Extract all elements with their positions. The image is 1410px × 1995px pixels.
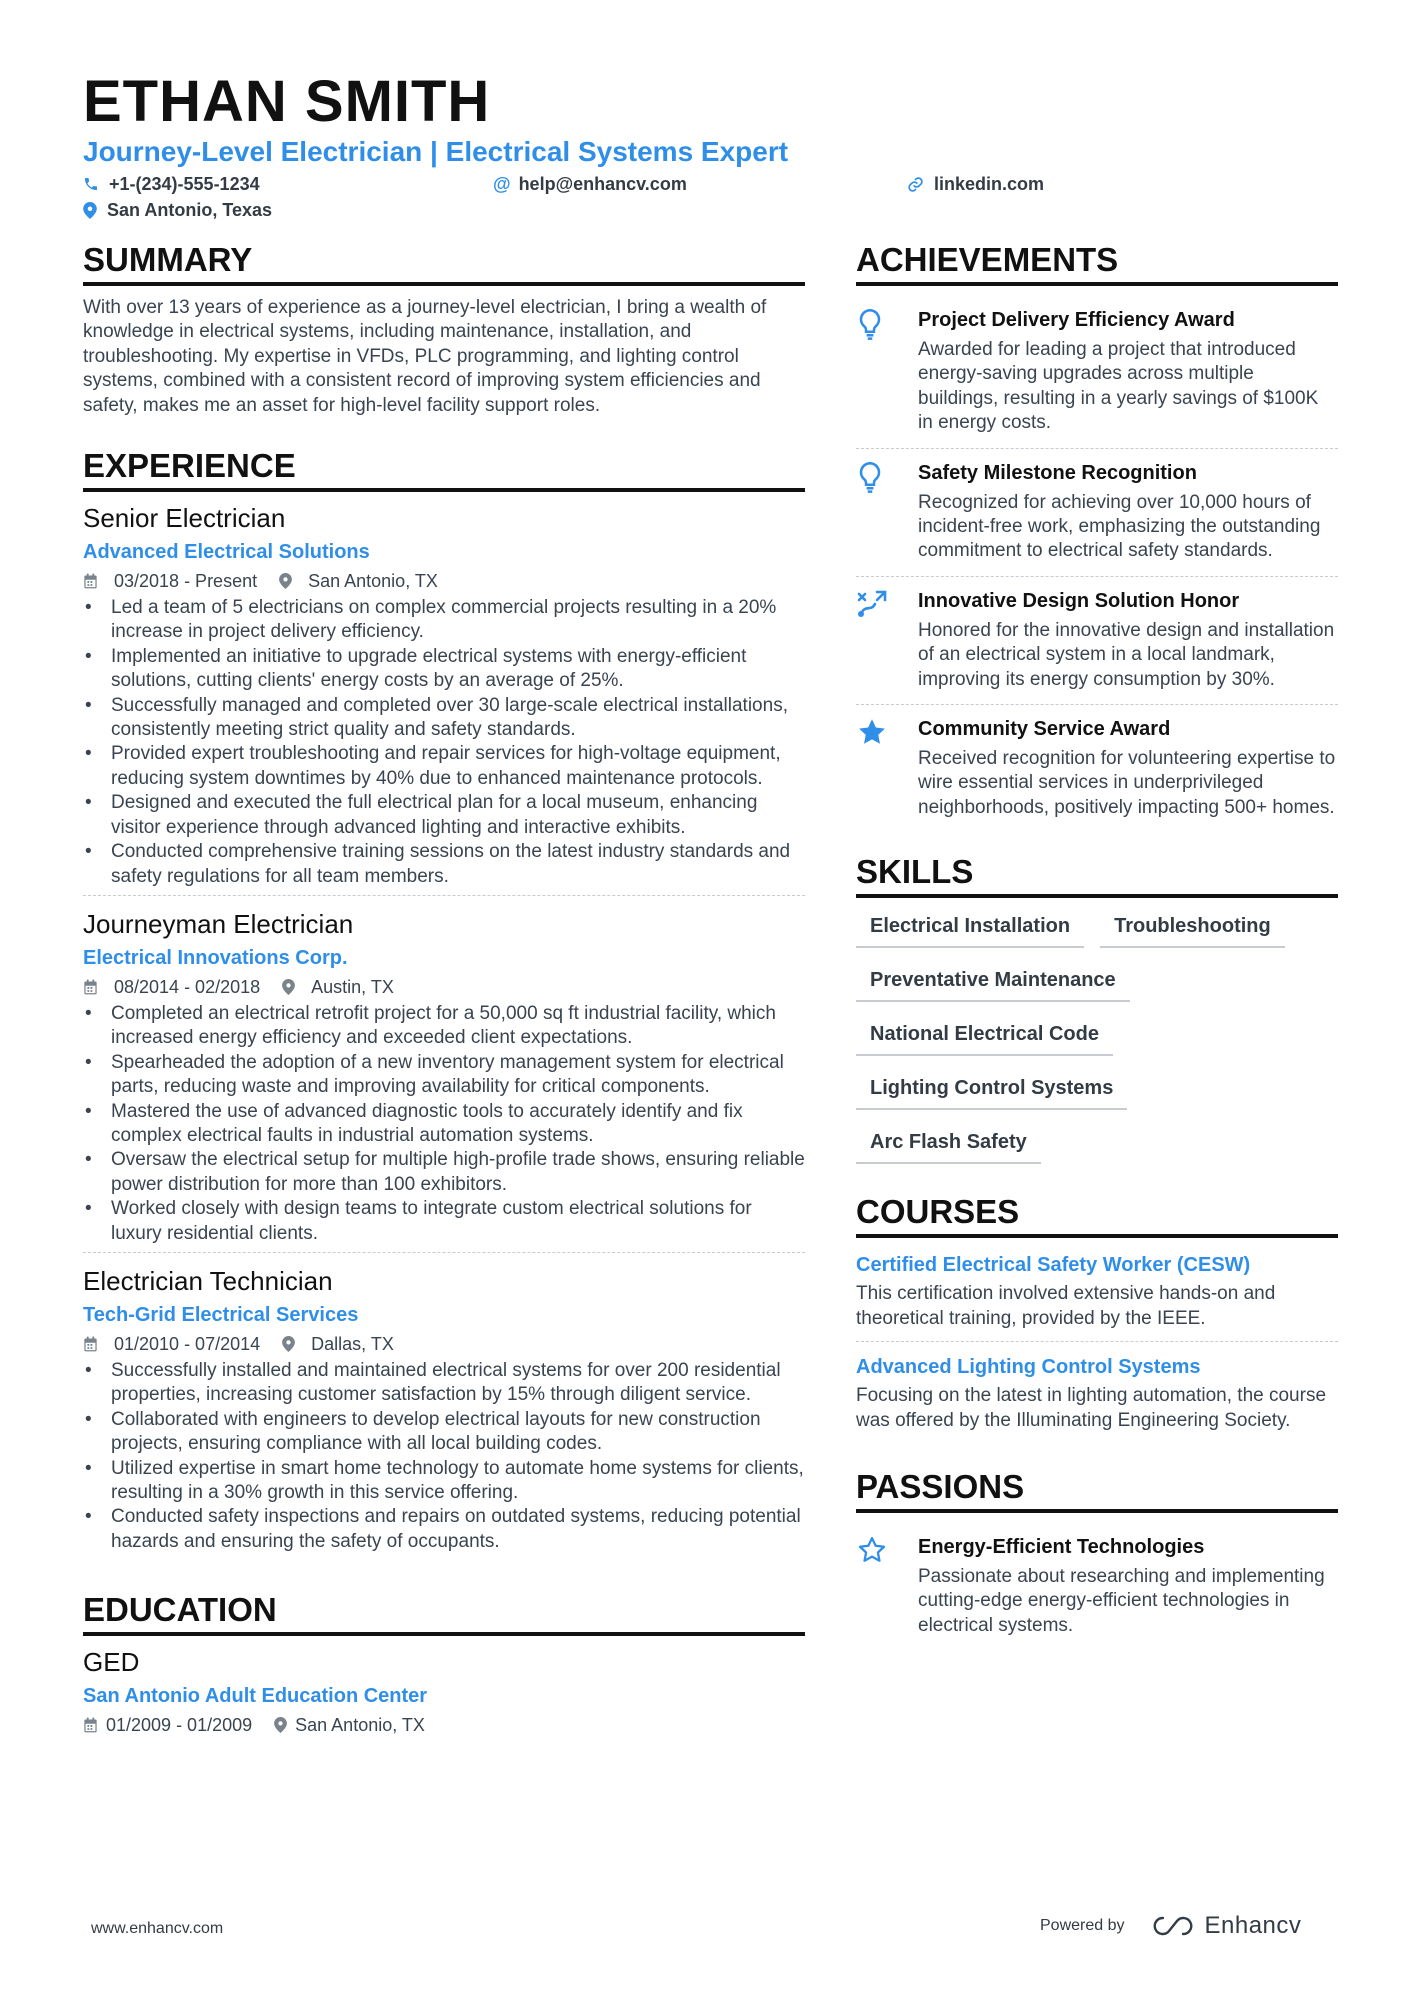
- achievement-title: Project Delivery Efficiency Award: [918, 309, 1235, 331]
- job-bullet: • Oversaw the electrical setup for multiple high-profile trade shows, ensuring reliable power distribution for more than 100 exhibitors.: [83, 1148, 805, 1197]
- course-item: [856, 1248, 1338, 1341]
- achievement-body: [918, 587, 1338, 692]
- powered-by-label: Powered by: [1040, 1917, 1125, 1934]
- job-bullet: • Successfully installed and maintained electrical systems for over 200 residential properties, increasing customer satisfaction by 15% through diligent service.: [83, 1359, 805, 1408]
- achievement-item: [856, 296, 1338, 448]
- achievement-text: Recognized for achieving over 10,000 hours of incident-free work, emphasizing the outstanding commitment to electrical safety standards.: [918, 491, 1321, 562]
- job-dates: 08/2014 - 02/2018: [114, 976, 261, 997]
- job-entry: [83, 502, 805, 895]
- brand-name: Enhancv: [1204, 1912, 1302, 1939]
- job-role: Journeyman Electrician: [83, 908, 354, 939]
- job-location: Dallas, TX: [311, 1333, 394, 1354]
- location-text: San Antonio, Texas: [107, 200, 273, 220]
- location-pin-icon: [83, 202, 97, 219]
- design-path-icon: [856, 587, 918, 692]
- course-item: [856, 1341, 1338, 1443]
- job-company[interactable]: Tech-Grid Electrical Services: [83, 1303, 359, 1326]
- job-location: San Antonio, TX: [308, 571, 438, 592]
- job-location: Austin, TX: [311, 976, 394, 997]
- location-pin-icon: [282, 1336, 303, 1352]
- education-school: San Antonio Adult Education Center: [83, 1685, 428, 1708]
- lightbulb-icon: [856, 306, 918, 436]
- job-location-wrap: [282, 974, 394, 1000]
- achievement-title: Innovative Design Solution Honor: [918, 589, 1240, 612]
- courses-section: [856, 1192, 1338, 1443]
- job-bullet: • Worked closely with design teams to integrate custom electrical solutions for luxury residential clients.: [83, 1197, 805, 1246]
- course-text: Focusing on the latest in lighting automation, the course was offered by the Illuminating Engineering Society.: [856, 1385, 1327, 1431]
- achievement-text: Honored for the innovative design and installation of an electrical system in a local landmark, improving its energy consumption by 30%.: [918, 619, 1335, 690]
- course-title[interactable]: Advanced Lighting Control Systems: [856, 1356, 1201, 1379]
- achievement-body: [918, 459, 1338, 564]
- job-role: Senior Electrician: [83, 503, 286, 534]
- calendar-icon: [83, 1336, 106, 1352]
- passion-text: Passionate about researching and implementing cutting-edge energy-efficient technologies in electrical systems.: [918, 1565, 1325, 1636]
- job-bullet: • Utilized expertise in smart home technology to automate home systems for clients, resulting in a 30% growth in this service offering.: [83, 1457, 805, 1506]
- achievement-item: [856, 576, 1338, 704]
- summary-section: [83, 240, 805, 418]
- job-entry: [83, 895, 805, 1252]
- job-meta: [83, 568, 805, 594]
- education-location: San Antonio, TX: [295, 1715, 425, 1736]
- achievement-item: [856, 704, 1338, 832]
- achievements-title: ACHIEVEMENTS: [856, 240, 1338, 286]
- candidate-headline: Journey-Level Electrician | Electrical Systems Expert: [83, 136, 789, 167]
- job-bullet: • Mastered the use of advanced diagnostic tools to accurately identify and fix complex electrical faults in industrial automation systems.: [83, 1100, 805, 1149]
- location-pin-icon: [282, 979, 303, 995]
- linkedin-text: linkedin.com: [934, 174, 1045, 194]
- phone-icon: [83, 176, 99, 192]
- skill-tag: National Electrical Code: [856, 1016, 1113, 1056]
- skill-tag: Electrical Installation: [856, 908, 1084, 948]
- passions-title: PASSIONS: [856, 1467, 1338, 1513]
- star-filled-icon: [856, 715, 918, 820]
- achievement-title: Safety Milestone Recognition: [918, 461, 1197, 484]
- course-title[interactable]: Certified Electrical Safety Worker (CESW): [856, 1254, 1251, 1277]
- skill-tag: Lighting Control Systems: [856, 1070, 1127, 1110]
- job-bullet: • Successfully managed and completed over 30 large-scale electrical installations, consistently meeting strict quality and safety standards.: [83, 694, 805, 743]
- skill-tag: Arc Flash Safety: [856, 1124, 1041, 1164]
- education-title: EDUCATION: [83, 1590, 805, 1636]
- left-column: [83, 240, 805, 1738]
- achievement-item: [856, 448, 1338, 576]
- contact-location: [83, 198, 272, 222]
- education-location-wrap: [274, 1712, 425, 1738]
- achievements-section: [856, 240, 1338, 832]
- job-role: Electrician Technician: [83, 1265, 333, 1296]
- achievement-body: [918, 306, 1338, 436]
- right-column: [856, 240, 1338, 1650]
- summary-text: With over 13 years of experience as a journey-level electrician, I bring a wealth of knowledge in electrical systems, including maintenance, installation, and troubleshooting. My expertise in VFDs, PLC programming, and lighting control systems, combined with a consistent record of improving system efficiencies and safety, makes me an asset for high-level facility support roles.: [83, 297, 767, 416]
- footer-website[interactable]: www.enhancv.com: [91, 1920, 224, 1937]
- course-text: This certification involved extensive hands-on and theoretical training, provided by the IEEE.: [856, 1283, 1276, 1329]
- education-dates: 01/2009 - 01/2009: [106, 1715, 253, 1736]
- job-bullets: [83, 596, 805, 889]
- job-bullet: • Led a team of 5 electricians on complex commercial projects resulting in a 20% increase in project delivery efficiency.: [83, 596, 805, 645]
- location-pin-icon: [274, 1717, 287, 1733]
- calendar-icon: [83, 979, 106, 995]
- lightbulb-icon: [856, 459, 918, 564]
- job-bullet: • Completed an electrical retrofit project for a 50,000 sq ft industrial facility, which increased energy efficiency and exceeded client expectations.: [83, 1002, 805, 1051]
- education-degree: GED: [83, 1647, 140, 1678]
- job-meta: [83, 1331, 805, 1357]
- achievement-body: [918, 715, 1338, 820]
- email-text: help@enhancv.com: [518, 174, 687, 194]
- skills-title: SKILLS: [856, 852, 1338, 898]
- achievement-text: Received recognition for volunteering expertise to wire essential services in underprivileged neighborhoods, positively impacting 500+ homes.: [918, 748, 1336, 818]
- candidate-name: ETHAN SMITH: [83, 69, 491, 134]
- job-bullet: • Designed and executed the full electrical plan for a local museum, enhancing visitor experience through advanced lighting and interactive exhibits.: [83, 791, 805, 840]
- achievement-title: Community Service Award: [918, 718, 1171, 741]
- passion-item: [856, 1523, 1338, 1650]
- contact-linkedin[interactable]: [907, 172, 1044, 196]
- link-icon: [907, 176, 924, 193]
- education-section: [83, 1590, 805, 1738]
- education-meta: [83, 1712, 805, 1738]
- job-dates: 03/2018 - Present: [114, 571, 258, 592]
- contact-email[interactable]: [493, 172, 687, 196]
- job-location-wrap: [282, 1331, 394, 1357]
- courses-title: COURSES: [856, 1192, 1338, 1238]
- skill-tag: Troubleshooting: [1100, 908, 1285, 948]
- job-bullet: • Provided expert troubleshooting and repair services for high-voltage equipment, reducing system downtimes by 40% due to enhanced maintenance protocols.: [83, 742, 805, 791]
- star-outline-icon: [856, 1533, 918, 1638]
- job-company[interactable]: Electrical Innovations Corp.: [83, 946, 348, 969]
- at-icon: @: [493, 174, 511, 194]
- skill-tag: Preventative Maintenance: [856, 962, 1130, 1002]
- calendar-icon: [83, 1717, 98, 1733]
- job-entry: [83, 1252, 805, 1560]
- job-dates: 01/2010 - 07/2014: [114, 1333, 261, 1354]
- job-bullet: • Conducted safety inspections and repairs on outdated systems, reducing potential hazards and ensuring the safety of occupants.: [83, 1505, 805, 1554]
- job-bullets: [83, 1359, 805, 1554]
- passion-body: [918, 1533, 1338, 1638]
- job-bullet: • Implemented an initiative to upgrade electrical systems with energy-efficient solutions, cutting clients' energy costs by an average of 25%.: [83, 645, 805, 694]
- passion-title: Energy-Efficient Technologies: [918, 1535, 1205, 1558]
- experience-section: [83, 446, 805, 1560]
- job-meta: [83, 974, 805, 1000]
- enhancv-logo-icon: [1151, 1914, 1195, 1938]
- summary-title: SUMMARY: [83, 240, 805, 286]
- location-pin-icon: [279, 573, 300, 589]
- job-company[interactable]: Advanced Electrical Solutions: [83, 541, 370, 564]
- footer-powered: [1040, 1912, 1301, 1940]
- job-bullet: • Collaborated with engineers to develop electrical layouts for new construction projects, ensuring compliance with all local building codes.: [83, 1408, 805, 1457]
- passions-section: [856, 1467, 1338, 1650]
- job-bullet: • Spearheaded the adoption of a new inventory management system for electrical parts, reducing waste and improving availability for critical components.: [83, 1051, 805, 1100]
- job-bullet: • Conducted comprehensive training sessions on the latest industry standards and safety regulations for all team members.: [83, 840, 805, 889]
- phone-text: +1-(234)-555-1234: [109, 174, 260, 194]
- skills-section: [856, 852, 1338, 1178]
- job-bullets: [83, 1002, 805, 1246]
- job-location-wrap: [279, 568, 438, 594]
- experience-title: EXPERIENCE: [83, 446, 805, 492]
- calendar-icon: [83, 573, 106, 589]
- contact-phone[interactable]: [83, 172, 260, 196]
- achievement-text: Awarded for leading a project that introduced energy-saving upgrades across multiple buildings, resulting in a yearly savings of $100K in energy costs.: [918, 339, 1319, 434]
